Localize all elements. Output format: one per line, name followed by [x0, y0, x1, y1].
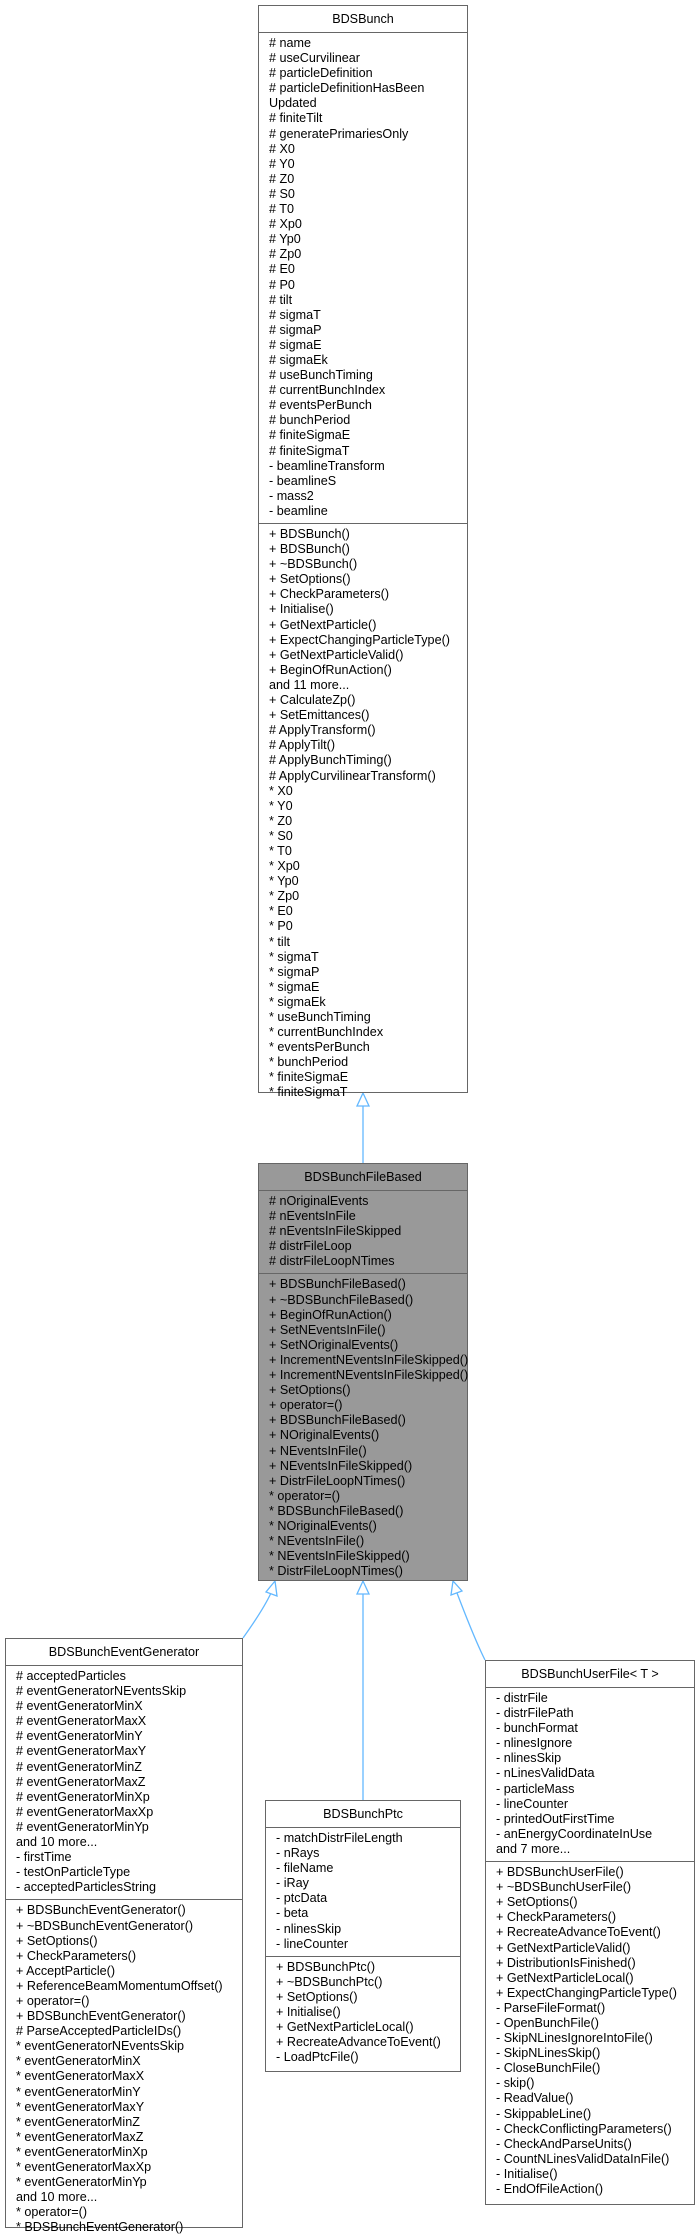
method-item: * Yp0: [269, 874, 299, 889]
method-item: + CheckParameters(): [496, 1910, 617, 1925]
method-item: + BDSBunchEventGenerator(): [16, 1903, 186, 1918]
method-list: [269, 1277, 467, 1579]
method-item: + AcceptParticle(): [16, 1963, 116, 1978]
attribute-item: - lineCounter: [276, 1936, 349, 1951]
methods-section: [6, 1900, 242, 2239]
method-item: * tilt: [269, 934, 290, 949]
method-item: + SetOptions(): [16, 1933, 98, 1948]
attribute-item: - beamlineTransform: [269, 458, 385, 473]
attribute-item: # nEventsInFileSkipped: [269, 1224, 402, 1239]
method-item: + GetNextParticleValid(): [496, 1940, 631, 1955]
attribute-item: - fileName: [276, 1861, 334, 1876]
class-bdsbunch[interactable]: [258, 5, 468, 1100]
attribute-item: - nLinesValidData: [496, 1766, 595, 1781]
attribute-item: # tilt: [269, 292, 293, 307]
class-title: BDSBunch: [259, 6, 467, 33]
method-item: * currentBunchIndex: [269, 1025, 384, 1040]
attribute-item: - anEnergyCoordinateInUse: [496, 1826, 653, 1841]
method-item: + Initialise(): [276, 2005, 341, 2020]
attribute-item: # E0: [269, 262, 295, 277]
attribute-item: - printedOutFirstTime: [496, 1811, 615, 1826]
attribute-item: # distrFileLoopNTimes: [269, 1254, 395, 1269]
attribute-item: - beamline: [269, 503, 328, 518]
attribute-item: - lineCounter: [496, 1796, 569, 1811]
method-item: * Xp0: [269, 859, 300, 874]
attribute-item: # Xp0: [269, 217, 302, 232]
attribute-item: # sigmaEk: [269, 352, 328, 367]
attribute-list: [269, 1194, 467, 1269]
attribute-item: # X0: [269, 141, 295, 156]
method-item: # ApplyCurvilinearTransform(): [269, 768, 436, 783]
attribute-item: # eventGeneratorMinX: [16, 1699, 143, 1714]
method-item: + RecreateAdvanceToEvent(): [276, 2035, 441, 2050]
attribute-item: # T0: [269, 202, 294, 217]
attribute-list: [276, 1831, 460, 1952]
method-item: # ApplyTilt(): [269, 738, 336, 753]
method-item: * DistrFileLoopNTimes(): [269, 1564, 403, 1579]
method-item: - Initialise(): [496, 2166, 558, 2181]
attribute-item: - nlinesIgnore: [496, 1736, 573, 1751]
method-item: + GetNextParticleLocal(): [276, 2020, 414, 2035]
attribute-item: # eventGeneratorMinYp: [16, 1819, 149, 1834]
edge-eventgen-to-filebased: [243, 1593, 271, 1638]
attribute-item: # name: [269, 36, 312, 50]
attribute-item: - matchDistrFileLength: [276, 1831, 403, 1845]
attribute-item: # S0: [269, 186, 295, 201]
method-item: - CheckAndParseUnits(): [496, 2136, 632, 2151]
attribute-item: # eventGeneratorMaxZ: [16, 1774, 146, 1789]
attribute-item: # nEventsInFile: [269, 1209, 356, 1224]
method-item: + ~BDSBunchUserFile(): [496, 1880, 632, 1895]
attribute-item: # Y0: [269, 156, 295, 171]
method-item: * sigmaEk: [269, 994, 326, 1009]
attribute-item: # sigmaT: [269, 307, 321, 322]
attribute-item: - nlinesSkip: [276, 1921, 342, 1936]
method-item: * BDSBunchFileBased(): [269, 1503, 404, 1518]
attribute-item: - iRay: [276, 1876, 309, 1891]
method-item: * finiteSigmaE: [269, 1070, 349, 1085]
attribute-item: Updated: [269, 96, 317, 111]
attribute-item: # eventGeneratorMinY: [16, 1729, 143, 1744]
method-item: + operator=(): [16, 1993, 90, 2008]
class-title: BDSBunchEventGenerator: [6, 1639, 242, 1666]
method-list: [269, 527, 467, 1101]
method-item: + BDSBunchFileBased(): [269, 1413, 406, 1428]
method-item: + ReferenceBeamMomentumOffset(): [16, 1978, 223, 1993]
method-item: and 11 more...: [269, 677, 350, 692]
methods-section: [259, 1274, 467, 1583]
attribute-item: # P0: [269, 277, 295, 292]
attribute-item: - beta: [276, 1906, 309, 1921]
method-item: * operator=(): [16, 2205, 88, 2220]
attributes-section: [266, 1828, 460, 1957]
method-item: * eventsPerBunch: [269, 1040, 370, 1055]
attribute-item: # eventGeneratorMaxXp: [16, 1804, 154, 1819]
method-item: + ~BDSBunchPtc(): [276, 1974, 383, 1989]
attributes-section: [6, 1666, 242, 1900]
method-item: and 10 more...: [16, 2190, 98, 2205]
edge-userfile-to-filebased: [457, 1593, 485, 1660]
method-item: + BDSBunchFileBased(): [269, 1277, 406, 1292]
method-item: * S0: [269, 828, 293, 843]
method-item: * Z0: [269, 813, 293, 828]
method-item: * eventGeneratorNEventsSkip: [16, 2039, 185, 2054]
method-item: - SkipNLinesSkip(): [496, 2046, 601, 2061]
attribute-item: # bunchPeriod: [269, 413, 351, 428]
class-title: BDSBunchPtc: [266, 1801, 460, 1828]
attribute-item: # eventGeneratorMinXp: [16, 1789, 150, 1804]
attributes-section: [486, 1688, 694, 1862]
method-item: - CheckConflictingParameters(): [496, 2121, 672, 2136]
method-item: + IncrementNEventsInFileSkipped(): [269, 1352, 469, 1367]
method-item: - EndOfFileAction(): [496, 2182, 604, 2196]
method-item: - SkippableLine(): [496, 2106, 592, 2121]
method-item: * BDSBunchEventGenerator(): [16, 2220, 184, 2235]
method-item: * Y0: [269, 798, 293, 813]
method-item: * eventGeneratorMinZ: [16, 2114, 140, 2129]
method-item: * eventGeneratorMaxXp: [16, 2160, 152, 2174]
attribute-item: # generatePrimariesOnly: [269, 126, 409, 141]
method-item: - LoadPtcFile(): [276, 2050, 359, 2065]
attribute-item: # useCurvilinear: [269, 51, 360, 66]
attribute-item: # particleDefinitionHasBeen: [269, 81, 425, 96]
method-item: + BDSBunchEventGenerator(): [16, 2009, 186, 2024]
attribute-item: - beamlineS: [269, 473, 337, 488]
method-item: + CheckParameters(): [269, 587, 390, 602]
method-item: + BeginOfRunAction(): [269, 662, 392, 677]
attribute-item: # eventGeneratorMinZ: [16, 1759, 142, 1774]
method-item: + GetNextParticleLocal(): [496, 1970, 634, 1985]
method-item: + CheckParameters(): [16, 1948, 137, 1963]
class-title: BDSBunchUserFile< T >: [486, 1661, 694, 1688]
method-item: * T0: [269, 843, 292, 858]
attribute-item: - distrFile: [496, 1691, 548, 1705]
method-item: * X0: [269, 783, 293, 798]
method-item: + SetOptions(): [269, 1383, 351, 1398]
method-list: [496, 1865, 694, 2197]
method-list: [16, 1903, 242, 2235]
attribute-item: - mass2: [269, 488, 314, 503]
method-item: + DistributionIsFinished(): [496, 1955, 636, 1970]
attribute-item: - distrFilePath: [496, 1706, 574, 1721]
method-item: + SetOptions(): [276, 1989, 358, 2004]
method-item: * NEventsInFile(): [269, 1534, 365, 1549]
method-item: + GetNextParticleValid(): [269, 647, 404, 662]
method-item: * eventGeneratorMaxZ: [16, 2129, 144, 2144]
method-item: - CloseBunchFile(): [496, 2061, 601, 2076]
method-item: - ParseFileFormat(): [496, 2000, 606, 2015]
attributes-section: [259, 33, 467, 524]
attribute-item: - nlinesSkip: [496, 1751, 562, 1766]
attribute-item: # finiteSigmaE: [269, 428, 351, 443]
method-item: + BDSBunchPtc(): [276, 1959, 376, 1974]
method-item: * Zp0: [269, 889, 300, 904]
class-title: BDSBunchFileBased: [259, 1164, 467, 1191]
method-item: + NEventsInFileSkipped(): [269, 1458, 413, 1473]
attribute-item: - ptcData: [276, 1891, 328, 1906]
method-item: + Initialise(): [269, 602, 334, 617]
method-item: + SetNOriginalEvents(): [269, 1337, 399, 1352]
class-bdsbuncheventgenerator[interactable]: [5, 1638, 243, 2235]
method-item: - CountNLinesValidDataInFile(): [496, 2151, 670, 2166]
attribute-item: - firstTime: [16, 1850, 72, 1865]
attribute-item: - nRays: [276, 1846, 320, 1861]
attribute-item: and 10 more...: [16, 1835, 98, 1850]
method-item: * useBunchTiming: [269, 1010, 371, 1024]
method-item: * sigmaE: [269, 979, 320, 994]
method-item: + BDSBunch(): [269, 542, 350, 557]
method-item: * sigmaP: [269, 964, 320, 979]
attribute-list: [269, 36, 467, 519]
methods-section: [486, 1862, 694, 2201]
attribute-item: # eventGeneratorNEventsSkip: [16, 1684, 187, 1699]
method-item: + ~BDSBunchFileBased(): [269, 1292, 414, 1307]
attribute-item: - particleMass: [496, 1781, 575, 1796]
attribute-list: [496, 1691, 694, 1857]
method-item: + SetOptions(): [496, 1895, 578, 1910]
attribute-item: # eventGeneratorMaxX: [16, 1714, 147, 1729]
method-item: * E0: [269, 904, 293, 919]
attribute-item: # finiteTilt: [269, 111, 323, 126]
method-item: + IncrementNEventsInFileSkipped(): [269, 1368, 469, 1383]
method-item: * bunchPeriod: [269, 1055, 349, 1070]
method-item: + ~BDSBunch(): [269, 557, 358, 572]
method-item: # ParseAcceptedParticleIDs(): [16, 2024, 182, 2039]
attribute-item: # acceptedParticles: [16, 1669, 126, 1683]
method-item: + RecreateAdvanceToEvent(): [496, 1925, 661, 1940]
method-item: + NEventsInFile(): [269, 1443, 367, 1458]
attribute-item: and 7 more...: [496, 1841, 571, 1856]
methods-section: [259, 524, 467, 1105]
method-item: + ExpectChangingParticleType(): [269, 632, 450, 647]
attributes-section: [259, 1191, 467, 1274]
method-item: + GetNextParticle(): [269, 617, 377, 632]
method-item: - OpenBunchFile(): [496, 2015, 599, 2030]
attribute-item: # sigmaE: [269, 337, 322, 352]
method-item: + SetOptions(): [269, 572, 351, 587]
methods-section: [266, 1957, 460, 2070]
attribute-item: # useBunchTiming: [269, 368, 373, 383]
method-item: # ApplyTransform(): [269, 723, 376, 738]
method-item: + operator=(): [269, 1398, 343, 1413]
attribute-item: # Zp0: [269, 247, 302, 262]
method-item: * eventGeneratorMaxY: [16, 2099, 145, 2114]
attribute-item: # eventsPerBunch: [269, 398, 372, 413]
attribute-item: # eventGeneratorMaxY: [16, 1744, 147, 1759]
method-item: + BeginOfRunAction(): [269, 1307, 392, 1322]
method-item: * sigmaT: [269, 949, 319, 964]
method-item: + SetEmittances(): [269, 708, 370, 723]
attribute-item: # Yp0: [269, 232, 301, 247]
method-item: - SkipNLinesIgnoreIntoFile(): [496, 2031, 653, 2046]
method-item: + ~BDSBunchEventGenerator(): [16, 1918, 194, 1933]
method-item: * eventGeneratorMinXp: [16, 2144, 148, 2159]
method-item: + NOriginalEvents(): [269, 1428, 380, 1443]
method-item: * eventGeneratorMinYp: [16, 2175, 147, 2190]
method-item: * eventGeneratorMaxX: [16, 2069, 145, 2084]
method-item: + ExpectChangingParticleType(): [496, 1985, 677, 2000]
method-item: # ApplyBunchTiming(): [269, 753, 392, 768]
method-item: - ReadValue(): [496, 2091, 574, 2106]
method-item: * P0: [269, 919, 293, 934]
method-item: * finiteSigmaT: [269, 1085, 348, 1100]
attribute-item: # currentBunchIndex: [269, 383, 386, 398]
method-item: + BDSBunch(): [269, 527, 350, 541]
method-item: + BDSBunchUserFile(): [496, 1865, 624, 1880]
attribute-item: # nOriginalEvents: [269, 1194, 369, 1208]
attribute-item: - bunchFormat: [496, 1721, 578, 1736]
attribute-item: - testOnParticleType: [16, 1865, 131, 1880]
attribute-item: # particleDefinition: [269, 66, 373, 81]
method-item: + SetNEventsInFile(): [269, 1322, 386, 1337]
attribute-list: [16, 1669, 242, 1895]
method-item: * eventGeneratorMinY: [16, 2084, 141, 2099]
class-bdsbunchuserfile[interactable]: [485, 1660, 695, 2205]
method-item: + CalculateZp(): [269, 693, 356, 708]
class-bdsbunchfilebased[interactable]: [258, 1163, 468, 1581]
attribute-item: # finiteSigmaT: [269, 443, 350, 458]
method-item: + DistrFileLoopNTimes(): [269, 1473, 406, 1488]
attribute-item: - acceptedParticlesString: [16, 1880, 156, 1895]
method-item: - skip(): [496, 2076, 535, 2091]
method-item: * operator=(): [269, 1488, 341, 1503]
attribute-item: # distrFileLoop: [269, 1239, 352, 1254]
method-item: * NOriginalEvents(): [269, 1518, 377, 1533]
method-item: * NEventsInFileSkipped(): [269, 1549, 410, 1564]
method-item: * eventGeneratorMinX: [16, 2054, 141, 2069]
attribute-item: # sigmaP: [269, 322, 322, 337]
class-bdsbunchptc[interactable]: [265, 1800, 461, 2072]
attribute-item: # Z0: [269, 171, 295, 186]
method-list: [276, 1960, 460, 2066]
